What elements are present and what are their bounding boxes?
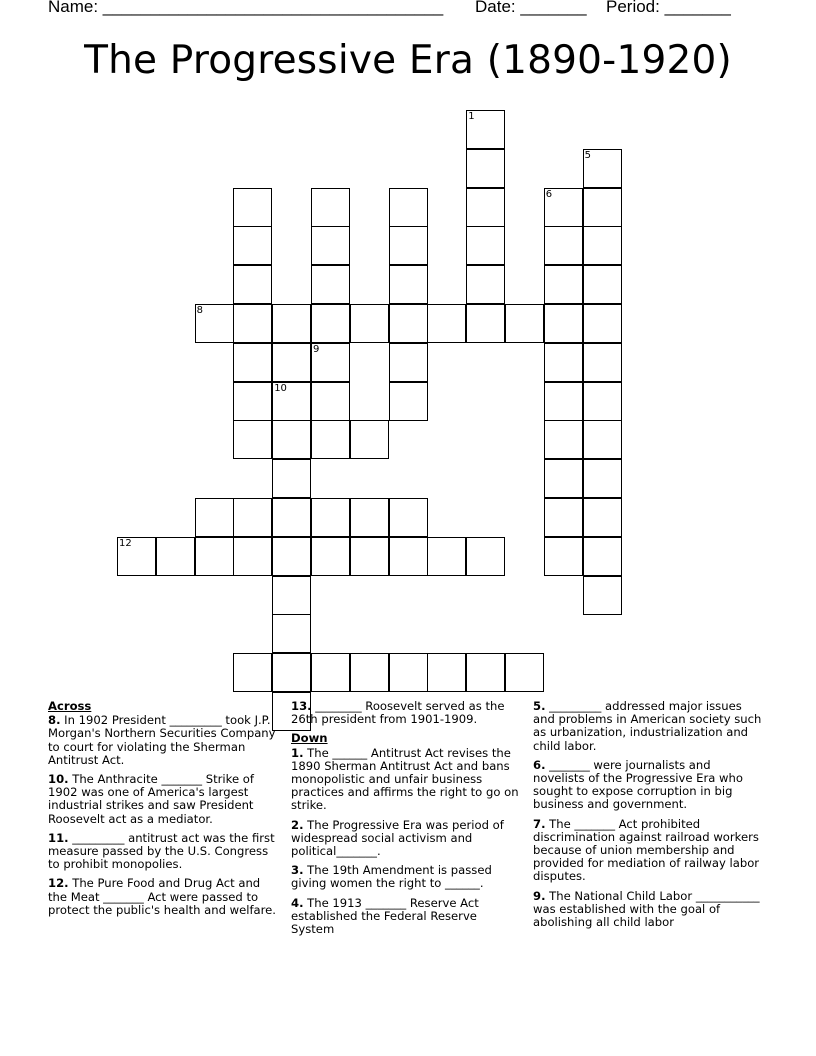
clue-number: 10. bbox=[48, 772, 69, 787]
clue-down-9 bbox=[533, 890, 765, 930]
grid-cell[interactable] bbox=[466, 149, 505, 188]
grid-cell[interactable] bbox=[156, 537, 195, 576]
clue-down-2 bbox=[291, 819, 523, 859]
clues-column-1 bbox=[48, 700, 280, 923]
grid-cell[interactable] bbox=[583, 304, 622, 343]
clue-down-1 bbox=[291, 747, 523, 813]
clue-text: The _______ Act prohibited discrimination against railroad workers because of union membership and provided for mediation of railway labor disputes. bbox=[533, 816, 760, 884]
grid-cell[interactable] bbox=[233, 188, 272, 227]
grid-cell[interactable] bbox=[233, 265, 272, 304]
grid-cell[interactable] bbox=[311, 420, 350, 459]
grid-cell[interactable] bbox=[389, 226, 428, 265]
grid-cell[interactable] bbox=[427, 304, 466, 343]
clue-text: The 1913 _______ Reserve Act established the Federal Reserve System bbox=[291, 895, 479, 937]
clue-down-5 bbox=[533, 700, 765, 753]
grid-cell[interactable] bbox=[233, 226, 272, 265]
clue-text: The ______ Antitrust Act revises the 1890 Sherman Antitrust Act and bans monopolistic and unfair business practices and affirms the right to go on strike. bbox=[291, 745, 519, 813]
clue-across-12 bbox=[48, 877, 280, 917]
clue-text: The Progressive Era was period of widespread social activism and political_______. bbox=[291, 817, 504, 859]
grid-cell[interactable] bbox=[311, 188, 350, 227]
grid-cell[interactable] bbox=[544, 537, 583, 576]
grid-cell[interactable] bbox=[272, 420, 311, 459]
grid-cell[interactable] bbox=[272, 537, 311, 576]
grid-cell[interactable] bbox=[466, 110, 505, 149]
grid-cell[interactable] bbox=[233, 343, 272, 382]
clue-number: 8. bbox=[48, 713, 61, 728]
grid-cell[interactable] bbox=[272, 382, 311, 421]
grid-cell[interactable] bbox=[505, 653, 544, 692]
grid-cell[interactable] bbox=[272, 304, 311, 343]
grid-cell[interactable] bbox=[544, 382, 583, 421]
grid-cell[interactable] bbox=[311, 537, 350, 576]
grid-cell[interactable] bbox=[583, 226, 622, 265]
clue-text: ________ Roosevelt served as the 26th president from 1901-1909. bbox=[291, 699, 505, 727]
grid-cell[interactable] bbox=[272, 653, 311, 692]
clue-number-label: 10 bbox=[274, 382, 287, 394]
grid-cell[interactable] bbox=[311, 653, 350, 692]
clue-number: 4. bbox=[291, 895, 304, 910]
clues-column-3 bbox=[533, 700, 765, 935]
clue-down-3 bbox=[291, 864, 523, 890]
grid-cell[interactable] bbox=[389, 653, 428, 692]
grid-cell[interactable] bbox=[583, 265, 622, 304]
grid-cell[interactable] bbox=[233, 537, 272, 576]
clue-across-13 bbox=[291, 700, 523, 726]
grid-cell[interactable] bbox=[233, 420, 272, 459]
grid-cell[interactable] bbox=[389, 343, 428, 382]
grid-cell[interactable] bbox=[389, 537, 428, 576]
grid-cell[interactable] bbox=[583, 498, 622, 537]
grid-cell[interactable] bbox=[272, 459, 311, 498]
period-field[interactable]: Period: _______ bbox=[606, 0, 731, 16]
clue-text: The Anthracite _______ Strike of 1902 was one of America's largest industrial strikes and saw President Roosevelt act as a mediator. bbox=[48, 772, 254, 826]
clue-across-10 bbox=[48, 773, 280, 826]
grid-cell[interactable] bbox=[311, 382, 350, 421]
grid-cell[interactable] bbox=[544, 420, 583, 459]
grid-cell[interactable] bbox=[272, 343, 311, 382]
clue-across-11 bbox=[48, 832, 280, 872]
grid-cell[interactable] bbox=[544, 188, 583, 227]
grid-cell[interactable] bbox=[233, 653, 272, 692]
date-field[interactable]: Date: _______ bbox=[475, 0, 587, 16]
grid-cell[interactable] bbox=[427, 653, 466, 692]
grid-cell[interactable] bbox=[466, 653, 505, 692]
grid-cell[interactable] bbox=[466, 226, 505, 265]
clue-across-8 bbox=[48, 714, 280, 767]
grid-cell[interactable] bbox=[311, 226, 350, 265]
grid-cell[interactable] bbox=[389, 188, 428, 227]
clue-number: 2. bbox=[291, 817, 304, 832]
clues-column-2 bbox=[291, 700, 523, 942]
clue-number: 1. bbox=[291, 745, 304, 760]
grid-cell[interactable] bbox=[583, 576, 622, 615]
grid-cell[interactable] bbox=[583, 343, 622, 382]
grid-cell[interactable] bbox=[389, 382, 428, 421]
clue-number-label: 9 bbox=[313, 343, 320, 355]
grid-cell[interactable] bbox=[233, 304, 272, 343]
grid-cell[interactable] bbox=[389, 265, 428, 304]
grid-cell[interactable] bbox=[427, 537, 466, 576]
clue-number: 6. bbox=[533, 757, 546, 772]
name-field[interactable]: Name: ____________________________________ bbox=[48, 0, 444, 16]
grid-cell[interactable] bbox=[583, 382, 622, 421]
clue-text: _________ addressed major issues and problems in American society such as urbanization, industrialization and child labor. bbox=[533, 699, 762, 753]
clue-number: 9. bbox=[533, 888, 546, 903]
clue-number: 12. bbox=[48, 876, 69, 891]
grid-cell[interactable] bbox=[466, 265, 505, 304]
grid-cell[interactable] bbox=[466, 537, 505, 576]
clue-number-label: 12 bbox=[119, 537, 132, 549]
grid-cell[interactable] bbox=[389, 304, 428, 343]
grid-cell[interactable] bbox=[195, 498, 234, 537]
grid-cell[interactable] bbox=[350, 304, 389, 343]
clue-text: The National Child Labor ___________ was established with the goal of abolishing all child labor bbox=[533, 888, 760, 930]
grid-cell[interactable] bbox=[311, 343, 350, 382]
grid-cell[interactable] bbox=[311, 498, 350, 537]
grid-cell[interactable] bbox=[350, 498, 389, 537]
clue-number: 13. bbox=[291, 699, 312, 713]
clue-number: 7. bbox=[533, 816, 546, 831]
clue-number: 3. bbox=[291, 863, 304, 878]
grid-cell[interactable] bbox=[544, 343, 583, 382]
grid-cell[interactable] bbox=[544, 498, 583, 537]
clue-number-label: 5 bbox=[584, 149, 591, 161]
grid-cell[interactable] bbox=[311, 265, 350, 304]
grid-cell[interactable] bbox=[195, 304, 234, 343]
grid-cell[interactable] bbox=[272, 498, 311, 537]
clue-down-7 bbox=[533, 818, 765, 884]
page-title: The Progressive Era (1890-1920) bbox=[84, 38, 732, 83]
grid-cell[interactable] bbox=[583, 188, 622, 227]
grid-cell[interactable] bbox=[583, 459, 622, 498]
grid-cell[interactable] bbox=[117, 537, 156, 576]
grid-cell[interactable] bbox=[350, 653, 389, 692]
clue-number-label: 6 bbox=[545, 188, 553, 200]
down-heading: Down bbox=[291, 731, 328, 746]
grid-cell[interactable] bbox=[389, 498, 428, 537]
clue-down-6 bbox=[533, 759, 765, 812]
grid-cell[interactable] bbox=[466, 304, 505, 343]
grid-cell[interactable] bbox=[583, 149, 622, 188]
clue-text: The 19th Amendment is passed giving women the right to ______. bbox=[291, 863, 492, 891]
grid-cell[interactable] bbox=[505, 304, 544, 343]
clue-text: In 1902 President _________ took J.P. Morgan's Northern Securities Company to court for violating the Sherman Antitrust Act. bbox=[48, 713, 276, 767]
clue-number-label: 8 bbox=[196, 305, 203, 316]
clue-number-label: 1 bbox=[468, 111, 475, 122]
clue-number: 5. bbox=[533, 699, 546, 713]
clue-text: _______ were journalists and novelists of the Progressive Era who sought to expose corruption in big business and government. bbox=[533, 757, 743, 812]
grid-cell[interactable] bbox=[466, 188, 505, 227]
grid-cell[interactable] bbox=[350, 537, 389, 576]
across-heading: Across bbox=[48, 699, 92, 713]
grid-cell[interactable] bbox=[272, 576, 311, 615]
grid-cell[interactable] bbox=[544, 459, 583, 498]
grid-cell[interactable] bbox=[272, 614, 311, 653]
clue-text: The Pure Food and Drug Act and the Meat _______ Act were passed to protect the public's health and welfare. bbox=[48, 876, 276, 917]
grid-cell[interactable] bbox=[544, 265, 583, 304]
grid-cell[interactable] bbox=[195, 537, 234, 576]
clue-down-4 bbox=[291, 897, 523, 937]
grid-cell[interactable] bbox=[233, 498, 272, 537]
clue-text: _________ antitrust act was the first measure passed by the U.S. Congress to prohibit monopolies. bbox=[48, 830, 275, 872]
grid-cell[interactable] bbox=[311, 304, 350, 343]
clue-number: 11. bbox=[48, 830, 69, 845]
grid-cell[interactable] bbox=[233, 382, 272, 421]
grid-cell[interactable] bbox=[544, 226, 583, 265]
grid-cell[interactable] bbox=[583, 420, 622, 459]
grid-cell[interactable] bbox=[583, 537, 622, 576]
grid-cell[interactable] bbox=[350, 420, 389, 459]
grid-cell[interactable] bbox=[544, 304, 583, 343]
